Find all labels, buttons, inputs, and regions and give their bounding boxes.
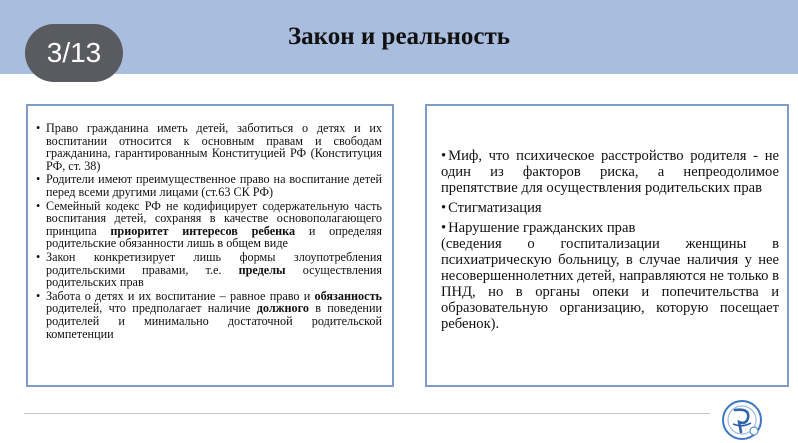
item-text: родителей, что предполагает наличие xyxy=(46,301,257,316)
left-list-item xyxy=(36,200,382,250)
emphasis-text: обязанность xyxy=(314,288,382,303)
item-text: Семейный кодекс РФ не кодифицирует содержательную часть воспитания детей, сохраняя в качестве основополагающего принципа xyxy=(46,198,382,238)
right-list-item xyxy=(441,148,779,196)
item-text: Нарушение гражданских прав xyxy=(448,220,636,236)
item-text: Право гражданина иметь детей, заботиться о детях и их воспитании относится к основным правам и свободам гражданина, гарантированным Конституцией РФ (Конституция РФ, ст. 38) xyxy=(46,121,382,173)
bullet-icon: • xyxy=(441,200,447,216)
item-text: в поведении родителей и минимально достаточной родительской компетенции xyxy=(46,301,382,341)
slide-title: Закон и реальность xyxy=(287,23,511,50)
right-list-item xyxy=(441,200,779,216)
right-bullet-list xyxy=(427,106,787,332)
bullet-icon: • xyxy=(441,148,447,164)
item-text: (сведения о госпитализации женщины в психиатрическую больницу, в случае наличия у нее несовершеннолетних детей, направляются не только в ПНД, но в органы опеки и попечительства и образовательную организацию, которую посещает ребенок). xyxy=(441,236,779,332)
bullet-icon: • xyxy=(441,220,447,236)
item-text: осуществления родительских прав xyxy=(46,262,382,290)
item-text: Стигматизация xyxy=(448,200,542,216)
right-panel xyxy=(425,104,789,387)
left-bullet-list xyxy=(28,106,392,340)
bullet-icon: • xyxy=(36,121,41,135)
left-list-item xyxy=(36,122,382,172)
bullet-icon: • xyxy=(36,288,41,303)
emphasis-text: должного xyxy=(256,301,309,316)
item-text: Миф, что психическое расстройство родителя - не один из факторов риска, а непреодолимое препятствие для осуществления родительских прав xyxy=(441,148,779,196)
logo-icon xyxy=(720,398,764,442)
item-text: Закон конкретизирует лишь формы злоупотребления родительскими правами, т.е. xyxy=(46,249,382,277)
left-list-item xyxy=(36,173,382,198)
bullet-icon: • xyxy=(36,249,41,264)
bullet-icon: • xyxy=(36,198,41,213)
left-list-item xyxy=(36,251,382,289)
emphasis-text: приоритет интересов ребенка xyxy=(110,223,296,238)
item-text: Родители имеют преимущественное право на воспитание детей перед всеми другими лицами (ст.63 СК РФ) xyxy=(46,172,382,199)
left-list-item xyxy=(36,290,382,340)
left-panel xyxy=(26,104,394,387)
item-text: Забота о детях и их воспитание – равное право и xyxy=(46,288,315,303)
item-text: и определяя родительские обязанности лишь в общем виде xyxy=(46,223,382,251)
right-list-item xyxy=(441,220,779,236)
footer-divider xyxy=(24,413,710,414)
bullet-icon: • xyxy=(36,172,41,187)
slide-counter: 3/13 xyxy=(25,24,123,82)
right-list-note xyxy=(441,236,779,332)
emphasis-text: пределы xyxy=(238,262,286,277)
